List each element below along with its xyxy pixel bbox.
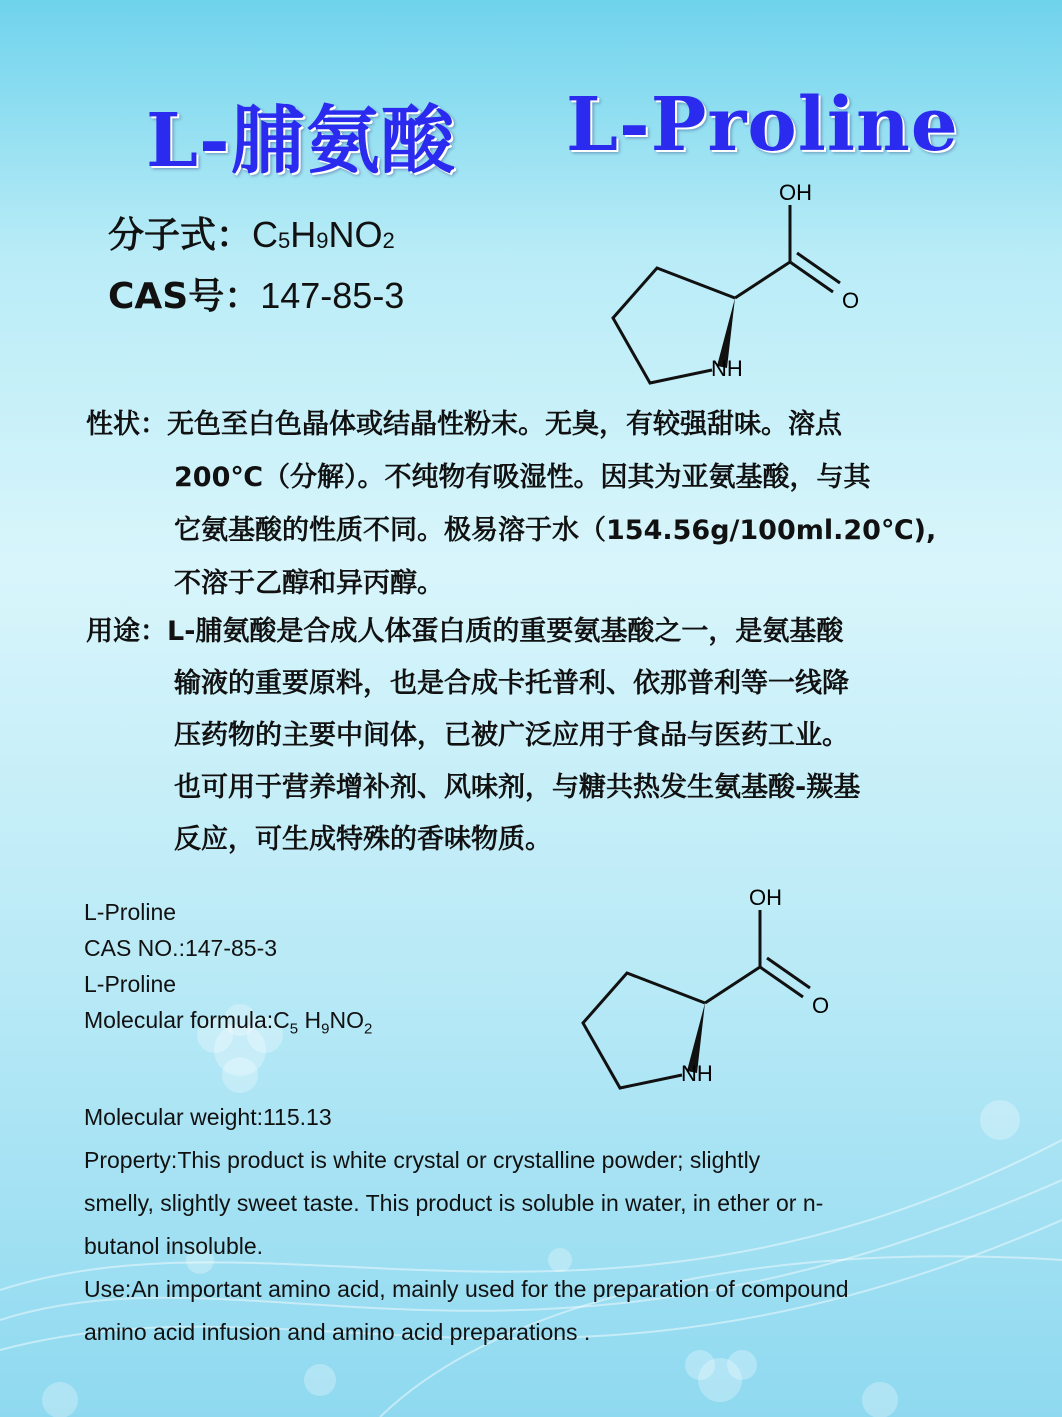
property-paragraph-cn (86, 398, 986, 610)
property-line-2: 200℃（分解）。不纯物有吸湿性。因其为亚氨基酸，与其 (174, 462, 871, 493)
o-label-top: O (842, 288, 860, 313)
en-weight: Molecular weight:115.13 (84, 1104, 332, 1130)
en-formula-h-sub: 9 (321, 1020, 330, 1038)
property-line-3: 它氨基酸的性质不同。极易溶于水（154.56g/100ml.20℃), (174, 515, 937, 546)
formula-c-sub: 5 (278, 228, 291, 253)
cas-label: CAS号： (108, 276, 261, 317)
property-line-4: 不溶于乙醇和异丙醇。 (174, 568, 444, 599)
en-formula-rest: NO (329, 1007, 364, 1033)
use-paragraph-cn (86, 606, 986, 866)
property-label: 性状： (86, 409, 167, 440)
nh-label-top: NH (711, 356, 743, 381)
formula-h-sub: 9 (316, 228, 329, 253)
en-property-line-3: butanol insoluble. (84, 1233, 264, 1259)
formula-c: C (252, 214, 279, 255)
formula-label: 分子式： (108, 215, 253, 256)
english-description (84, 1096, 1014, 1354)
title-english: L-Proline (566, 82, 959, 168)
oh-label-top: OH (779, 180, 812, 205)
formula-o-sub: 2 (382, 228, 395, 253)
use-label: 用途： (86, 616, 167, 647)
en-formula-c-sub: 5 (289, 1020, 299, 1038)
en-name-2: L-Proline (84, 971, 177, 997)
formula-rest: NO (328, 214, 383, 255)
formula-line (108, 207, 395, 258)
title-chinese: L-脯氨酸 (146, 98, 456, 184)
en-cas: CAS NO.:147-85-3 (84, 935, 278, 961)
en-formula-o-sub: 2 (363, 1020, 373, 1038)
use-line-1: L-脯氨酸是合成人体蛋白质的重要氨基酸之一，是氨基酸 (167, 616, 844, 647)
en-formula-h: H (298, 1007, 322, 1033)
en-property-line-2: smelly, slightly sweet taste. This product is soluble in water, in ether or n- (84, 1190, 824, 1216)
en-use-line-2: amino acid infusion and amino acid preparations . (84, 1319, 591, 1345)
use-line-2: 输液的重要原料，也是合成卡托普利、依那普利等一线降 (174, 668, 849, 699)
nh-label-bottom: NH (681, 1061, 713, 1086)
use-line-5: 反应，可生成特殊的香味物质。 (174, 824, 552, 855)
en-use-line-1: Use:An important amino acid, mainly used for the preparation of compound (84, 1276, 849, 1302)
en-formula-label: Molecular formula:C (84, 1007, 290, 1033)
en-name-1: L-Proline (84, 899, 177, 925)
english-info-block (84, 894, 372, 1048)
cas-value: 147-85-3 (260, 275, 405, 316)
use-line-3: 压药物的主要中间体，已被广泛应用于食品与医药工业。 (174, 720, 849, 751)
en-formula (84, 1002, 372, 1048)
proline-structure-top (600, 172, 880, 392)
property-line-1: 无色至白色晶体或结晶性粉末。无臭，有较强甜味。溶点 (167, 409, 842, 440)
o-label-bottom: O (812, 993, 830, 1018)
en-property-line-1: Property:This product is white crystal or crystalline powder; slightly (84, 1147, 761, 1173)
formula-h: H (290, 214, 317, 255)
oh-label-bottom: OH (749, 885, 782, 910)
cas-line (108, 268, 404, 319)
proline-structure-bottom (570, 876, 850, 1096)
use-line-4: 也可用于营养增补剂、风味剂，与糖共热发生氨基酸-羰基 (174, 772, 861, 803)
